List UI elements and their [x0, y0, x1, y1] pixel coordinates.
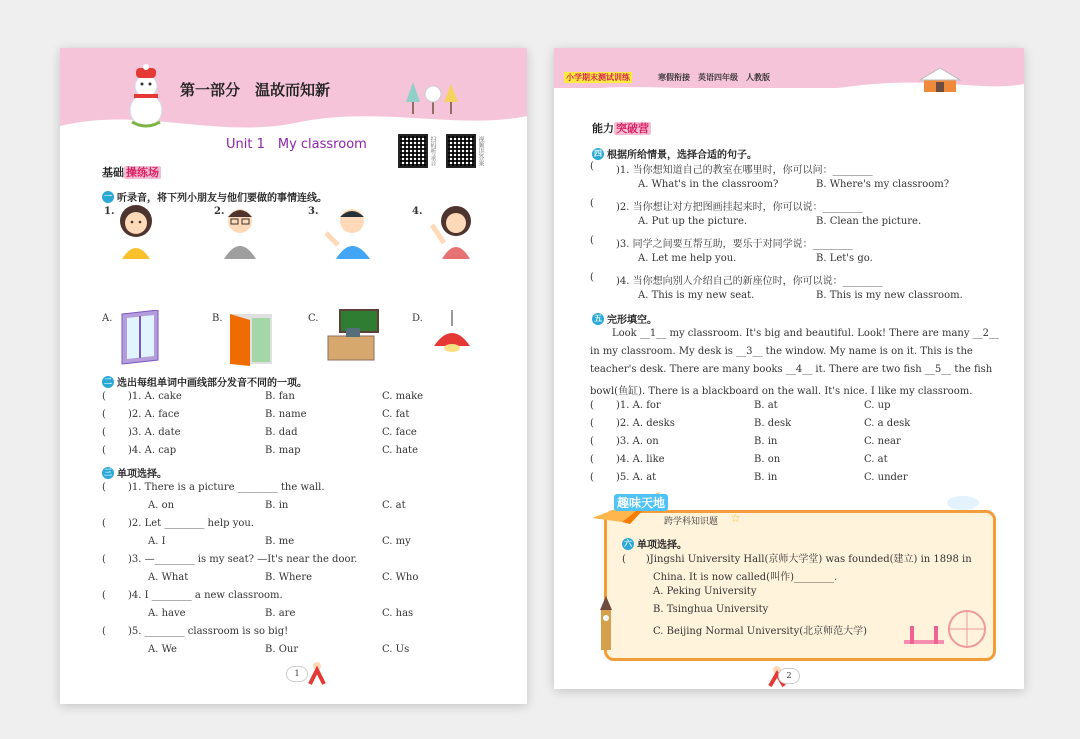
q5-option-c[interactable]: C. at — [864, 454, 888, 465]
house-icon — [918, 68, 962, 94]
q3-option-b[interactable]: B. me — [265, 536, 295, 547]
lamp-icon — [428, 310, 476, 360]
q5-option-c[interactable]: C. under — [864, 472, 908, 483]
q4-stem: )4. 当你想向别人介绍自己的新座位时，你可以说：________ — [616, 276, 883, 287]
q2-option-b[interactable]: B. dad — [265, 427, 298, 438]
q3-option-c[interactable]: C. my — [382, 536, 411, 547]
q5-instruction: 完形填空。 — [607, 315, 657, 326]
bridge-icon — [904, 622, 944, 652]
q3-stem: )1. There is a picture ________ the wall. — [128, 482, 325, 493]
answer-paren[interactable]: ( — [590, 436, 594, 447]
person-label-1: 1. — [104, 206, 115, 217]
q2-instruction: 选出每组单词中画线部分发音不同的一项。 — [117, 378, 307, 389]
section-label-ability-a: 能力 — [592, 122, 614, 135]
skier-icon — [306, 660, 328, 688]
q4-option-b[interactable]: B. Where's my classroom? — [816, 179, 950, 190]
q5-option-a[interactable]: )5. A. at — [616, 472, 657, 483]
q5-number-badge: 五 — [594, 313, 602, 323]
q6-stem-line-1: ( )Jingshi University Hall(京师大学堂) was founded(建立) in 1898 in — [622, 554, 972, 565]
answer-paren[interactable]: ( — [102, 391, 106, 402]
section-label-basic — [102, 164, 161, 180]
answer-paren[interactable]: ( — [590, 400, 594, 411]
girl-1-icon — [116, 203, 160, 259]
q3-option-b[interactable]: B. Our — [265, 644, 299, 655]
q4-stem: )3. 同学之间要互帮互助，要乐于对同学说：________ — [616, 239, 853, 250]
cloze-line-1: Look __1__ my classroom. It's big and beautiful. Look! There are many __2__ — [612, 328, 1000, 339]
q5-option-b[interactable]: B. in — [754, 436, 778, 447]
q4-heading — [592, 143, 757, 162]
q4-number-badge: 四 — [594, 148, 602, 158]
cloze-line-4: bowl(鱼缸). There is a blackboard on the wall. It's nice. I like my classroom. — [590, 386, 973, 397]
person-label-3: 3. — [308, 206, 319, 217]
q3-stem: )3. —________ is my seat? —It's near the door. — [128, 554, 358, 565]
q3-option-c[interactable]: C. at — [382, 500, 406, 511]
unit-title: Unit 1 My classroom — [226, 137, 367, 152]
q2-option-a[interactable]: )3. A. date — [128, 427, 181, 438]
q3-option-c[interactable]: C. Who — [382, 572, 419, 583]
q3-option-b[interactable]: B. in — [265, 500, 289, 511]
q6-option-c[interactable]: C. Beijing Normal University(北京师范大学) — [653, 626, 868, 637]
girl-2-icon — [426, 203, 478, 259]
q2-option-b[interactable]: B. map — [265, 445, 301, 456]
answer-paren[interactable]: ( — [590, 235, 594, 246]
qr-label-video: 视频讲答案 — [477, 136, 484, 166]
answer-paren[interactable]: ( — [102, 518, 106, 529]
q4-option-a[interactable]: A. Let me help you. — [638, 253, 737, 264]
q2-option-a[interactable]: )2. A. face — [128, 409, 180, 420]
q4-option-a[interactable]: A. What's in the classroom? — [638, 179, 779, 190]
fun-subtitle: 跨学科知识题 — [664, 517, 719, 527]
left-page — [60, 48, 527, 704]
part-title: 第一部分 温故而知新 — [180, 81, 331, 99]
q3-option-c[interactable]: C. Us — [382, 644, 410, 655]
q5-option-a[interactable]: )4. A. like — [616, 454, 665, 465]
answer-paren[interactable]: ( — [590, 272, 594, 283]
q4-option-b[interactable]: B. Clean the picture. — [816, 216, 922, 227]
page-number-2: 2 — [778, 668, 800, 684]
q2-option-c[interactable]: C. hate — [382, 445, 418, 456]
answer-paren[interactable]: ( — [102, 482, 106, 493]
q5-option-a[interactable]: )2. A. desks — [616, 418, 675, 429]
item-label-d: D. — [412, 313, 423, 324]
q4-option-a[interactable]: A. This is my new seat. — [638, 290, 755, 301]
q2-option-b[interactable]: B. fan — [265, 391, 295, 402]
q5-option-a[interactable]: )1. A. for — [616, 400, 661, 411]
header-brand: 小学期末测试训练 — [566, 73, 630, 82]
q4-option-a[interactable]: A. Put up the picture. — [638, 216, 748, 227]
q5-heading — [592, 308, 657, 327]
q3-option-a[interactable]: A. What — [148, 572, 189, 583]
q3-option-a[interactable]: A. I — [148, 536, 166, 547]
ferris-wheel-icon — [946, 608, 988, 650]
q5-option-a[interactable]: )3. A. on — [616, 436, 659, 447]
qr-label-audio: 扫码听录音 — [429, 136, 436, 166]
fun-badge: 趣味天地 — [614, 494, 668, 511]
qr-code-video[interactable] — [446, 134, 476, 168]
q4-instruction: 根据所给情景，选择合适的句子。 — [607, 150, 757, 161]
header-info: 寒假衔接 英语四年级 人教版 — [658, 73, 770, 82]
q4-option-b[interactable]: B. This is my new classroom. — [816, 290, 963, 301]
q5-option-c[interactable]: C. up — [864, 400, 891, 411]
cloud-icon — [946, 492, 980, 510]
q2-option-c[interactable]: C. make — [382, 391, 424, 402]
item-label-b: B. — [212, 313, 223, 324]
answer-paren[interactable]: ( — [102, 626, 106, 637]
q4-option-b[interactable]: B. Let's go. — [816, 253, 873, 264]
answer-paren[interactable]: ( — [102, 554, 106, 565]
cloze-line-3: teacher's desk. There are many books __4__ it. There are two fish __5__ the fish — [590, 364, 993, 375]
q1-instruction: 听录音，将下列小朋友与他们要做的事情连线。 — [117, 193, 327, 204]
right-page — [554, 48, 1024, 689]
trees-icon — [404, 78, 464, 118]
answer-paren[interactable]: ( — [590, 472, 594, 483]
q4-stem: )2. 当你想让对方把图画挂起来时，你可以说：________ — [616, 202, 863, 213]
q3-option-c[interactable]: C. has — [382, 608, 414, 619]
section-label-basic-a: 基础 — [102, 166, 124, 179]
q3-option-a[interactable]: A. on — [148, 500, 175, 511]
answer-paren[interactable]: ( — [590, 454, 594, 465]
section-label-ability-b: 突破营 — [616, 122, 649, 135]
section-label-ability — [592, 120, 651, 136]
q2-number-badge: 二 — [104, 376, 112, 386]
answer-paren[interactable]: ( — [590, 198, 594, 209]
q1-number-badge: 一 — [104, 191, 112, 201]
q3-number-badge: 三 — [104, 467, 112, 477]
q2-option-a[interactable]: )1. A. cake — [128, 391, 182, 402]
answer-paren[interactable]: ( — [102, 427, 106, 438]
q5-option-b[interactable]: B. on — [754, 454, 781, 465]
person-label-2: 2. — [214, 206, 225, 217]
q6-option-a[interactable]: A. Peking University — [653, 586, 757, 597]
q3-option-b[interactable]: B. are — [265, 608, 296, 619]
q3-option-b[interactable]: B. Where — [265, 572, 313, 583]
q3-stem: )4. I ________ a new classroom. — [128, 590, 283, 601]
answer-paren[interactable]: ( — [590, 418, 594, 429]
snowman-icon — [124, 62, 168, 128]
window-icon — [118, 310, 162, 366]
answer-paren[interactable]: ( — [102, 590, 106, 601]
q2-heading — [102, 371, 307, 390]
q3-stem: )5. ________ classroom is so big! — [128, 626, 289, 637]
q6-option-b[interactable]: B. Tsinghua University — [653, 604, 769, 615]
q3-stem: )2. Let ________ help you. — [128, 518, 254, 529]
section-label-basic-b: 操练场 — [126, 166, 159, 179]
door-icon — [226, 310, 276, 366]
page-number-1: 1 — [286, 666, 308, 682]
answer-paren[interactable]: ( — [102, 445, 106, 456]
q2-option-a[interactable]: )4. A. cap — [128, 445, 177, 456]
q5-option-b[interactable]: B. desk — [754, 418, 792, 429]
item-label-c: C. — [308, 313, 319, 324]
q5-option-b[interactable]: B. in — [754, 472, 778, 483]
q2-option-c[interactable]: C. face — [382, 427, 417, 438]
q6-instruction: 单项选择。 — [637, 540, 687, 551]
q2-option-c[interactable]: C. fat — [382, 409, 410, 420]
q5-option-c[interactable]: C. a desk — [864, 418, 911, 429]
boy-waving-icon — [322, 203, 380, 259]
boy-glasses-icon — [220, 203, 260, 259]
q3-option-a[interactable]: A. have — [148, 608, 186, 619]
person-label-4: 4. — [412, 206, 423, 217]
q5-option-b[interactable]: B. at — [754, 400, 778, 411]
answer-paren[interactable]: ( — [102, 409, 106, 420]
big-ben-icon — [596, 596, 616, 650]
item-label-a: A. — [102, 313, 113, 324]
star-icon: ☆ — [730, 511, 741, 525]
qr-code-audio[interactable] — [398, 134, 428, 168]
teacher-desk-icon — [324, 306, 382, 364]
q6-stem-line-2: China. It is now called(叫作)________. — [653, 572, 838, 583]
q4-stem: )1. 当你想知道自己的教室在哪里时，你可以问：________ — [616, 165, 873, 176]
q6-number-badge: 六 — [624, 538, 632, 548]
q3-heading — [102, 462, 167, 481]
q5-option-c[interactable]: C. near — [864, 436, 901, 447]
cloze-line-2: in my classroom. My desk is __3__ the window. My name is on it. This is the — [590, 346, 973, 357]
answer-paren[interactable]: ( — [590, 161, 594, 172]
q3-instruction: 单项选择。 — [117, 469, 167, 480]
q3-option-a[interactable]: A. We — [148, 644, 177, 655]
q2-option-b[interactable]: B. name — [265, 409, 307, 420]
